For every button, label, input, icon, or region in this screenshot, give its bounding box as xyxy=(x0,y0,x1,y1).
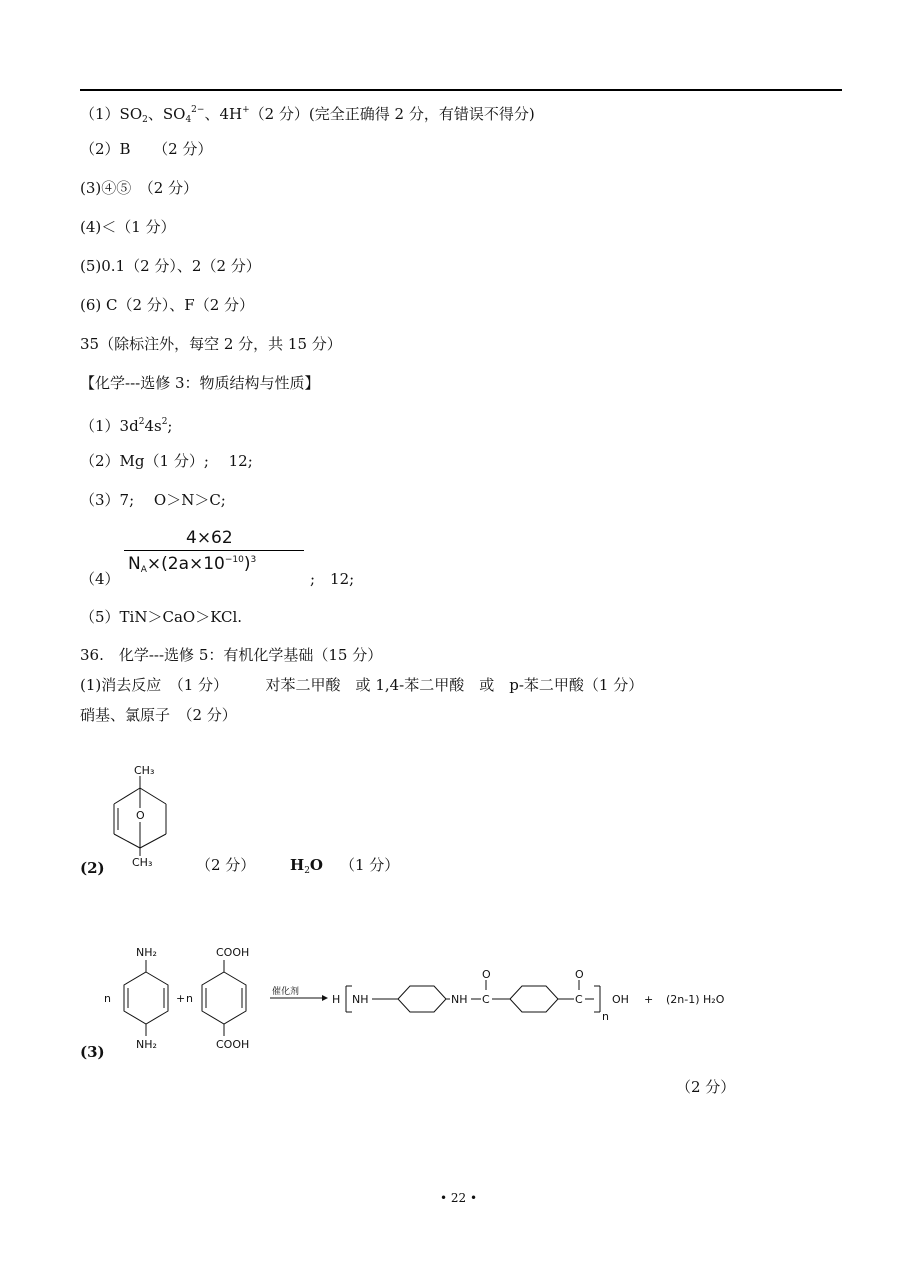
carbonyl-c-2: C xyxy=(575,993,583,1006)
polymer-nh-2: NH xyxy=(451,993,468,1006)
methyl-top-label: CH₃ xyxy=(134,764,155,777)
answer-line-2: （2）B （2 分） xyxy=(80,140,213,158)
header-rule xyxy=(80,89,842,91)
answer-line-4: (4)＜（1 分） xyxy=(80,218,176,236)
answer-36-3-points: （2 分） xyxy=(676,1078,736,1096)
carbonyl-c-1: C xyxy=(482,993,490,1006)
catalyst-label: 催化剂 xyxy=(272,987,300,997)
water-byproduct: (2n-1) H₂O xyxy=(666,993,725,1006)
answer-35-5: （5）TiN＞CaO＞KCl. xyxy=(80,608,243,626)
coefficient-n-1: n xyxy=(104,992,111,1005)
oxygen-bridge-label: O xyxy=(136,809,145,822)
carbonyl-o-1: O xyxy=(482,968,491,981)
plus-sign-2: + xyxy=(644,993,654,1006)
polymer-nh-1: NH xyxy=(352,993,369,1006)
answer-line-3: (3)④⑤ （2 分） xyxy=(80,179,199,197)
answer-36-2-water: $H_2O$ xyxy=(290,856,323,876)
polycondensation-equation xyxy=(100,940,780,1060)
answer-35-1: $(1)3d^24s^2$; xyxy=(80,417,173,435)
answer-35-4-suffix: ; 12; xyxy=(310,570,355,588)
plus-sign-1: + xyxy=(176,992,186,1005)
amine-bottom-label: NH₂ xyxy=(136,1038,157,1051)
answer-line-6: (6) C（2 分）、F（2 分） xyxy=(80,296,255,314)
carboxyl-top-label: COOH xyxy=(216,946,250,959)
answer-35-3: （3）7; O＞N＞C; xyxy=(80,491,226,509)
page-number: • 22 • xyxy=(440,1191,478,1205)
polymer-end-h: H xyxy=(332,993,341,1006)
carboxyl-bottom-label: COOH xyxy=(216,1038,250,1051)
answer-36-2-points2: （1 分） xyxy=(340,856,400,874)
fraction-bar xyxy=(124,550,304,551)
coefficient-n-2: n xyxy=(186,992,193,1005)
polymer-end-oh: OH xyxy=(612,993,629,1006)
answer-36-1: (1)消去反应 （1 分） 对苯二甲酸 或 1,4-苯二甲酸 或 p-苯二甲酸（1 分） xyxy=(80,676,644,694)
answer-35-4-prefix: （4） xyxy=(80,570,120,588)
fraction-denominator: $N_A\times(2a\times 10^{-10})^3$ xyxy=(128,554,257,575)
answer-36-3-label: (3) xyxy=(80,1043,105,1061)
answer-35-2: （2）Mg（1 分）; 12; xyxy=(80,452,253,470)
answer-36-1-cont: 硝基、氯原子 （2 分） xyxy=(80,706,237,724)
polymer-subscript-n: n xyxy=(602,1010,609,1023)
answer-line-1: $(1)SO_2$、$SO_4^{2-}$、4H+（2 分）(完全正确得 2 分，有错误不得分) xyxy=(80,105,535,125)
bicyclic-ether-structure xyxy=(100,760,180,870)
section-35-title: 【化学---选修 3：物质结构与性质】 xyxy=(80,374,320,392)
answer-36-2-points: （2 分） xyxy=(196,856,256,874)
methyl-bottom-label: CH₃ xyxy=(132,856,153,869)
amine-top-label: NH₂ xyxy=(136,946,157,959)
section-35-heading: 35（除标注外，每空 2 分，共 15 分） xyxy=(80,335,342,353)
section-36-heading: 36. 化学---选修 5：有机化学基础（15 分） xyxy=(80,646,383,664)
carbonyl-o-2: O xyxy=(575,968,584,981)
fraction-numerator: 4×62 xyxy=(186,528,233,548)
answer-line-5: (5)0.1（2 分）、2（2 分） xyxy=(80,257,261,275)
answer-36-2-label: (2) xyxy=(80,859,105,877)
